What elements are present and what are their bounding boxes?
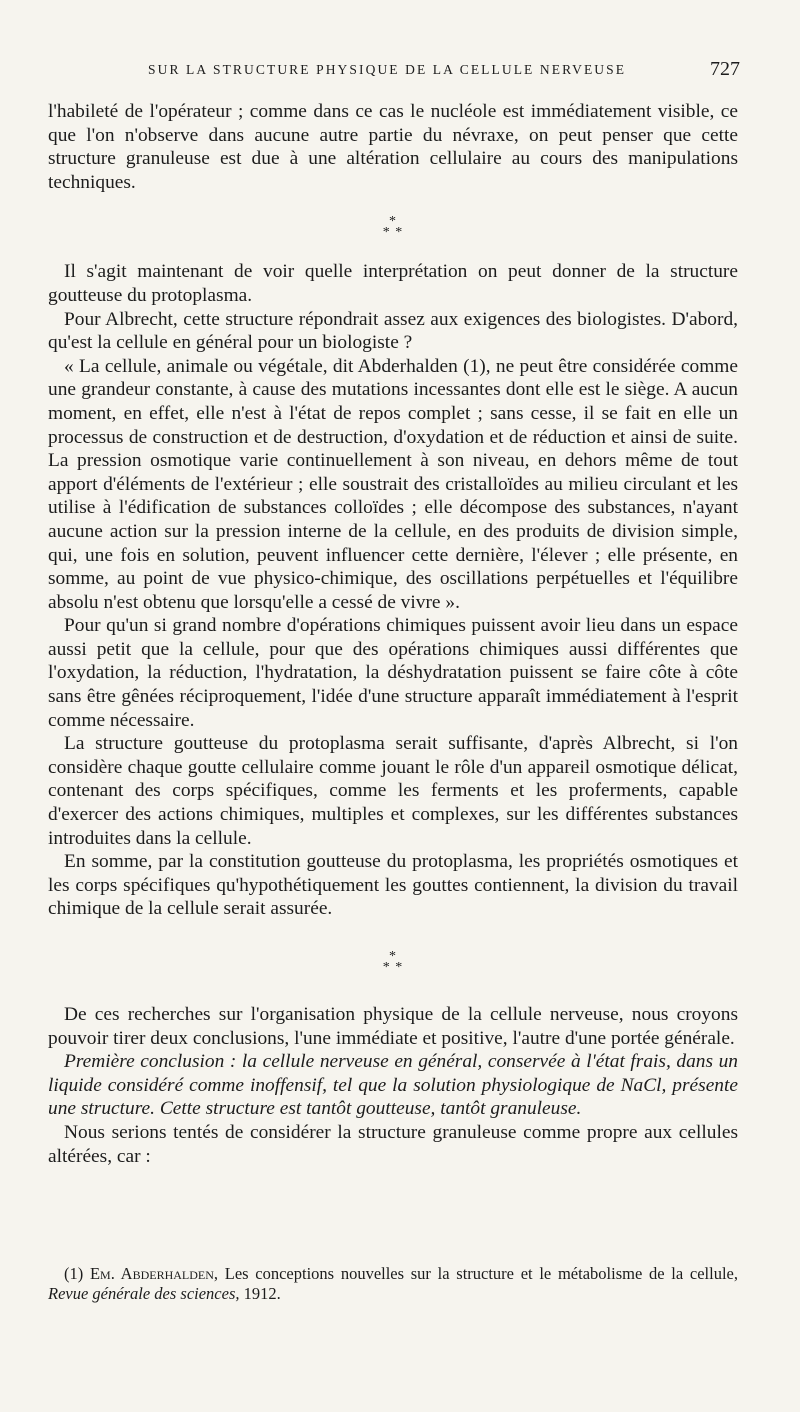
paragraph-5: Pour qu'un si grand nombre d'opérations chimiques puissent avoir lieu dans un espace aussi petit que la cellule, pour que des opérations chimiques aussi différentes que l'oxydation, la réduction, l'hydratation, la déshydratation puissent se faire côte à côte sans être gênées réciproquement, l'idée d'une structure apparaît immédiatement à l'esprit comme nécessaire. <box>48 615 738 731</box>
quotation-abderhalden: « La cellule, animale ou végétale, dit Abderhalden (1), ne peut être considérée comme une grandeur constante, à cause des mutations incessantes dont elle est le siège. A aucun moment, en effet, elle n'est à l'état de repos complet ; sans cesse, il se fait en elle un processus de construction et de destruction, d'oxydation et de réduction et ainsi de suite. La pression osmotique varie continuellement à son niveau, en dehors même de tout apport d'éléments de l'extérieur ; elle soustrait des cristalloïdes au milieu circulant et les utilise à l'édification de substances colloïdes ; elle décompose des substances, n'ayant aucune action sur la pression interne de la cellule, en des produits de division simple, qui, une fois en solution, peuvent influencer cette dernière, l'élever ; elle présente, en somme, au point de vue physico-chimique, des oscillations perpétuelles et l'équilibre absolu n'est obtenu que lorsqu'elle a cessé de vivre ». <box>48 355 738 613</box>
page-number: 727 <box>710 58 740 80</box>
paragraph-8: De ces recherches sur l'organisation physique de la cellule nerveuse, nous croyons pouvoir tirer deux conclusions, l'une immédiate et positive, l'autre d'une portée générale. <box>48 1004 738 1049</box>
first-conclusion <box>48 1050 738 1121</box>
section-separator: * * * <box>382 949 404 975</box>
footnote <box>48 1264 738 1303</box>
footnote-year: 1912. <box>243 1283 281 1303</box>
footnote-author: Em. Abderhalden, <box>89 1264 219 1283</box>
section-separator: * * * <box>382 214 404 241</box>
paragraph-6: La structure goutteuse du protoplasma serait suffisante, d'après Albrecht, si l'on considère chaque goutte cellulaire comme jouant le rôle d'un appareil osmotique délicat, contenant des corps spécifiques, comme les ferments et les proferments, capable d'exercer des actions chimiques, multiples et complexes, sur les différentes substances introduites dans la cellule. <box>48 733 738 849</box>
footnote-marker: (1) <box>64 1264 84 1283</box>
page-header <box>32 58 742 84</box>
footnote-text <box>48 1264 738 1303</box>
paragraph-10: Nous serions tentés de considérer la structure granuleuse comme propre aux cellules altérées, car : <box>48 1121 738 1167</box>
paragraph-1: l'habileté de l'opérateur ; comme dans ce cas le nucléole est immédiatement visible, ce que l'on n'observe dans aucune autre partie du névraxe, on peut penser que cette structure granuleuse est due à une altération cellulaire au cours des manipulations techniques. <box>48 101 738 193</box>
conclusion-text: la cellule nerveuse en général, conservée à l'état frais, dans un liquide considéré comme inoffensif, tel que la solution physiologique de NaCl, présente une structure. Cette structure est tantôt goutteuse, tantôt granuleuse. <box>48 1051 738 1120</box>
paragraph-3: Pour Albrecht, cette structure répondrait assez aux exigences des biologistes. D'abord, qu'est la cellule en général pour un biologiste ? <box>48 308 738 354</box>
running-title: SUR LA STRUCTURE PHYSIQUE DE LA CELLULE NERVEUSE <box>148 62 627 77</box>
footnote-journal: Revue générale des sciences, <box>48 1283 240 1303</box>
body-text <box>48 100 738 1168</box>
footnote-title: Les conceptions nouvelles sur la structure et le métabolisme de la cellule, <box>224 1264 738 1283</box>
paragraph-2: Il s'agit maintenant de voir quelle interprétation on peut donner de la structure goutteuse du protoplasma. <box>48 261 738 306</box>
paragraph-7: En somme, par la constitution goutteuse du protoplasma, les propriétés osmotiques et les corps spécifiques qu'hypothétiquement les gouttes contiennent, la division du travail chimique de la cellule serait assurée. <box>48 851 738 920</box>
conclusion-label: Première conclusion : <box>64 1051 237 1073</box>
